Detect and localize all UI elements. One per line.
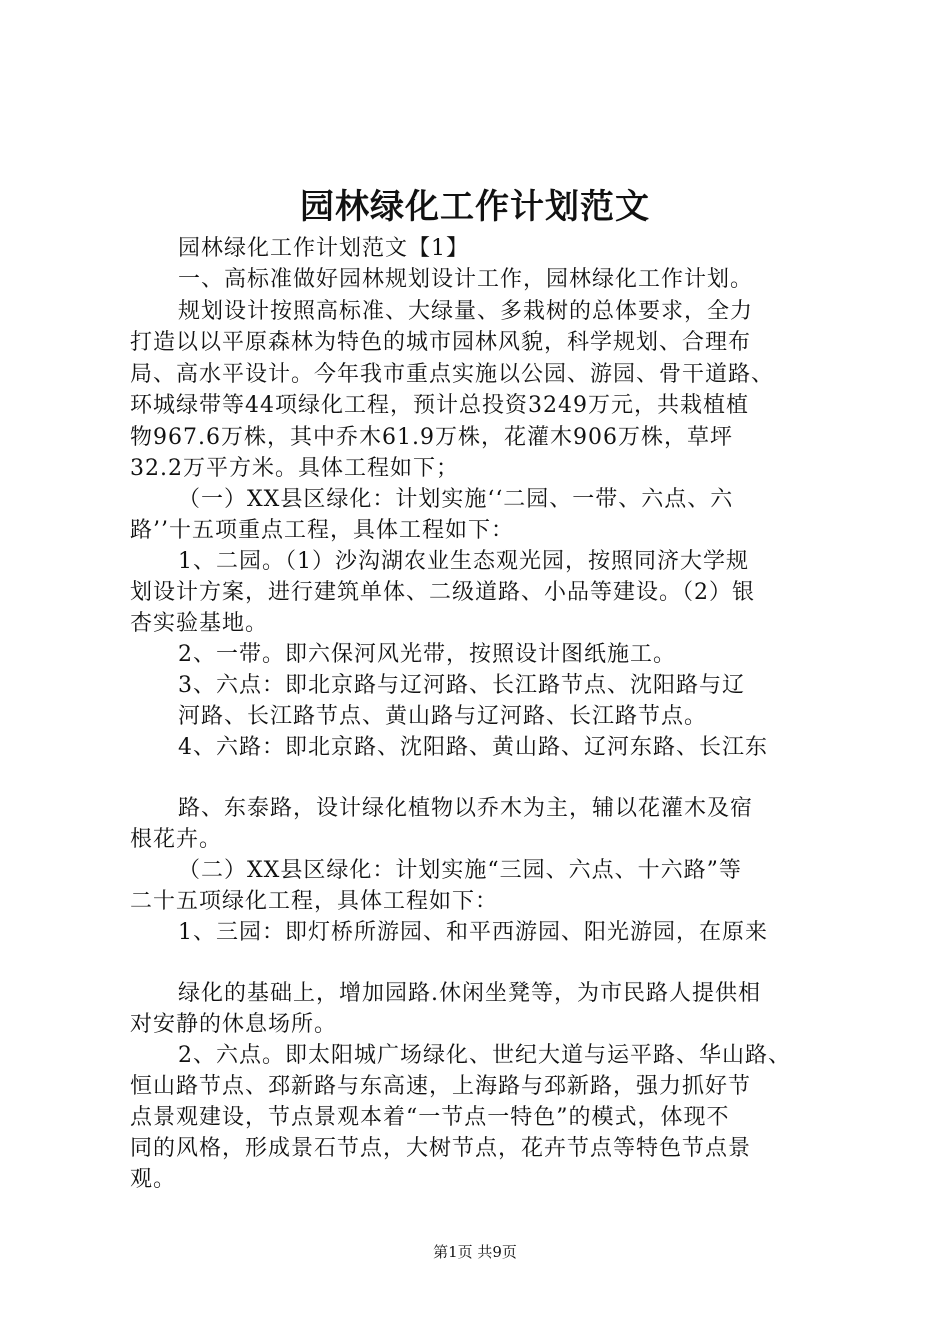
body-line: 打造以以平原森林为特色的城市园林风貌，科学规划、合理布 [130,330,752,355]
body-line: 路’’十五项重点工程，具体工程如下： [130,518,514,543]
body-line: 物967.6万株，其中乔木61.9万株，花灌木906万株，草坪 [130,425,733,450]
body-line: 环城绿带等44项绿化工程，预计总投资3249万元，共栽植植 [130,393,749,418]
body-line: 对安静的休息场所。 [130,1012,338,1037]
body-line: 杏实验基地。 [130,611,269,636]
body-line: 路、东泰路，设计绿化植物以乔木为主，辅以花灌木及宿 [178,796,754,821]
body-line: 一、高标准做好园林规划设计工作，园林绿化工作计划。 [178,267,754,292]
body-line: 观。 [130,1167,177,1192]
body-line: （二）XX县区绿化：计划实施“三园、六点、十六路”等 [178,858,742,883]
body-line: 二十五项绿化工程，具体工程如下： [130,889,499,914]
body-line: 3、六点：即北京路与辽河路、长江路节点、沈阳路与辽 [178,673,745,698]
body-line: 2、六点。即太阳城广场绿化、世纪大道与运平路、华山路、 [178,1043,791,1068]
body-line: 绿化的基础上，增加园路.休闲坐凳等，为市民路人提供相 [178,981,761,1006]
body-line: 同的风格，形成景石节点，大树节点，花卉节点等特色节点景 [130,1136,752,1161]
body-line: （一）XX县区绿化：计划实施‘‘二园、一带、六点、六 [178,487,734,512]
page-title: 园林绿化工作计划范文 [300,187,650,227]
body-line: 恒山路节点、邳新路与东高速，上海路与邳新路，强力抓好节 [130,1074,752,1099]
body-line: 1、三园：即灯桥所游园、和平西游园、阳光游园，在原来 [178,920,768,945]
page-footer: 第1页 共9页 [433,1243,517,1261]
body-line: 局、高水平设计。今年我市重点实施以公园、游园、骨干道路、 [130,362,775,387]
body-line: 河路、长江路节点、黄山路与辽河路、长江路节点。 [178,704,708,729]
body-line: 点景观建设，节点景观本着“一节点一特色”的模式，体现不 [130,1105,730,1130]
body-line: 32.2万平方米。具体工程如下； [130,456,459,481]
body-line: 园林绿化工作计划范文【1】 [178,236,469,261]
body-line: 划设计方案，进行建筑单体、二级道路、小品等建设。（2）银 [130,580,755,605]
body-line: 根花卉。 [130,827,223,852]
body-line: 1、二园。（1）沙沟湖农业生态观光园，按照同济大学规 [178,549,749,574]
body-line: 2、一带。即六保河风光带，按照设计图纸施工。 [178,642,676,667]
body-line: 规划设计按照高标准、大绿量、多栽树的总体要求，全力 [178,299,754,324]
body-line: 4、六路：即北京路、沈阳路、黄山路、辽河东路、长江东 [178,735,768,760]
